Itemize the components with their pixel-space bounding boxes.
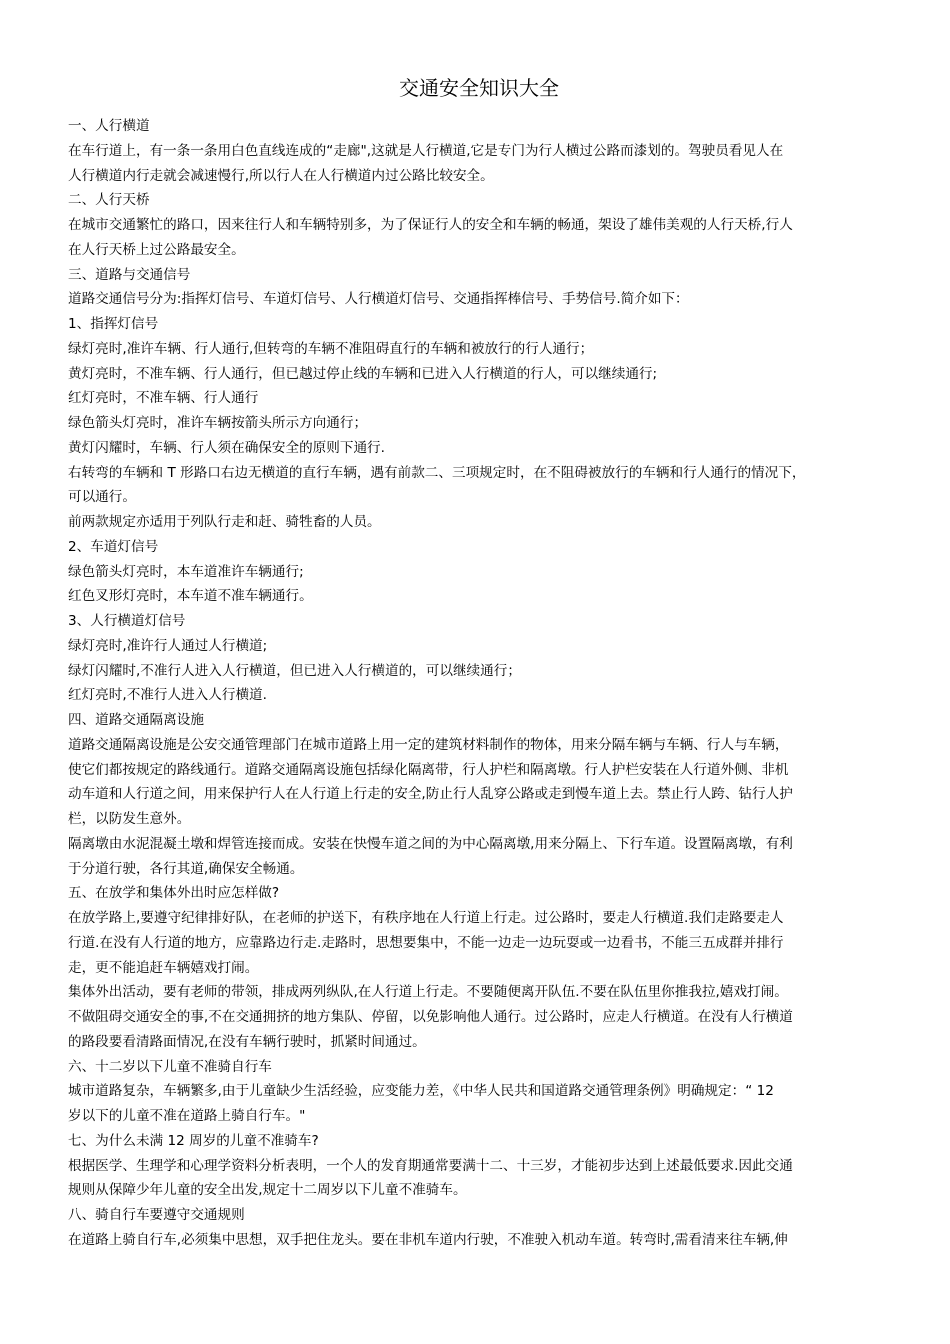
text-line: 三、道路与交通信号 [68, 266, 191, 283]
text-line: 人行横道内行走就会减速慢行,所以行人在人行横道内过公路比较安全。 [68, 167, 494, 184]
text-line: 于分道行驶，各行其道,确保安全畅通。 [68, 860, 304, 877]
text-line: 在人行天桥上过公路最安全。 [68, 241, 245, 258]
document-title: 交通安全知识大全 [399, 76, 559, 100]
text-line: 绿灯亮时,准许行人通过人行横道; [68, 637, 268, 654]
text-line: 在车行道上，有一条一条用白色直线连成的“走廊",这就是人行横道,它是专门为行人横过公路而漆划的。驾驶员看见人在 [68, 142, 784, 159]
text-line: 红灯亮时，不准车辆、行人通行 [68, 390, 259, 407]
text-line: 前两款规定亦适用于列队行走和赶、骑牲畜的人员。 [68, 514, 381, 530]
text-line: 四、道路交通隔离设施 [68, 712, 204, 728]
text-line: 可以通行。 [68, 489, 136, 506]
text-line: 使它们都按规定的路线通行。道路交通隔离设施包括绿化隔离带，行人护栏和隔离墩。行人护栏安装在人行道外侧、非机 [68, 761, 789, 778]
text-line: 一、人行横道 [68, 118, 150, 134]
document-body [68, 114, 890, 1253]
text-line: 右转弯的车辆和 T 形路口右边无横道的直行车辆，遇有前款二、三项规定时，在不阻碍被放行的车辆和行人通行的情况下， [68, 464, 806, 481]
text-line: 绿灯亮时,准许车辆、行人通行,但转弯的车辆不准阻碍直行的车辆和被放行的行人通行； [68, 340, 594, 357]
text-line: 红灯亮时,不准行人进入人行横道. [68, 687, 267, 704]
text-line: 二、人行天桥 [68, 192, 150, 209]
text-line: 红色叉形灯亮时，本车道不准车辆通行。 [68, 588, 313, 605]
text-line: 1、指挥灯信号 [68, 316, 159, 332]
text-line: 道路交通信号分为:指挥灯信号、车道灯信号、人行横道灯信号、交通指挥棒信号、手势信号.简介如下： [68, 291, 689, 308]
text-line: 绿灯闪耀时,不准行人进入人行横道，但已进入人行横道的，可以继续通行； [68, 662, 521, 679]
text-line: 六、十二岁以下儿童不准骑自行车 [68, 1058, 272, 1075]
text-line: 2、车道灯信号 [68, 538, 159, 555]
text-line: 道路交通隔离设施是公安交通管理部门在城市道路上用一定的建筑材料制作的物体，用来分隔车辆与车辆、行人与车辆， [68, 736, 789, 753]
text-line: 黄灯闪耀时，车辆、行人须在确保安全的原则下通行. [68, 439, 385, 456]
text-line: 在放学路上,要遵守纪律排好队，在老师的护送下，有秩序地在人行道上行走。过公路时，要走人行横道.我们走路要走人 [68, 910, 784, 926]
text-line: 不做阻碍交通安全的事,不在交通拥挤的地方集队、停留，以免影响他人通行。过公路时，应走人行横道。在没有人行横道 [68, 1009, 793, 1025]
text-line: 在道路上骑自行车,必须集中思想，双手把住龙头。要在非机车道内行驶，不准驶入机动车道。转弯时,需看清来往车辆,伸 [68, 1231, 788, 1248]
text-line: 根据医学、生理学和心理学资料分析表明，一个人的发育期通常要满十二、十三岁，才能初步达到上述最低要求.因此交通 [68, 1157, 793, 1174]
text-line: 栏，以防发生意外。 [68, 811, 191, 827]
text-line: 绿色箭头灯亮时，本车道准许车辆通行; [68, 563, 304, 580]
text-line: 走，更不能追赶车辆嬉戏打闹。 [68, 959, 259, 976]
text-line: 的路段要看清路面情况,在没有车辆行驶时，抓紧时间通过。 [68, 1033, 426, 1050]
text-line: 七、为什么未满 12 周岁的儿童不准骑车? [68, 1132, 319, 1149]
text-line: 行道.在没有人行道的地方，应靠路边行走.走路时，思想要集中，不能一边走一边玩耍或一边看书，不能三五成群并排行 [68, 934, 784, 951]
text-line: 规则从保障少年儿童的安全出发,规定十二周岁以下儿童不准骑车。 [68, 1182, 467, 1199]
text-line: 集体外出活动，要有老师的带领，排成两列纵队,在人行道上行走。不要随便离开队伍.不要在队伍里你推我拉,嬉戏打闹。 [68, 984, 788, 1001]
text-line: 城市道路复杂，车辆繁多,由于儿童缺少生活经验，应变能力差，《中华人民共和国道路交通管理条例》明确规定：“ 12 [68, 1083, 774, 1100]
text-line: 动车道和人行道之间，用来保护行人在人行道上行走的安全,防止行人乱穿公路或走到慢车道上去。禁止行人跨、钻行人护 [68, 786, 793, 803]
text-line: 3、人行横道灯信号 [68, 613, 186, 629]
text-line: 五、在放学和集体外出时应怎样做? [68, 885, 280, 902]
text-line: 八、骑自行车要遵守交通规则 [68, 1207, 245, 1223]
text-line: 绿色箭头灯亮时，准许车辆按箭头所示方向通行； [68, 415, 368, 431]
text-line: 岁以下的儿童不准在道路上骑自行车。" [68, 1108, 306, 1124]
text-line: 黄灯亮时，不准车辆、行人通行，但已越过停止线的车辆和已进入人行横道的行人，可以继续通行; [68, 365, 658, 382]
text-line: 隔离墩由水泥混凝土墩和焊管连接而成。安装在快慢车道之间的为中心隔离墩,用来分隔上、下行车道。设置隔离墩，有利 [68, 835, 793, 852]
text-line: 在城市交通繁忙的路口，因来往行人和车辆特别多，为了保证行人的安全和车辆的畅通，架设了雄伟美观的人行天桥,行人 [68, 217, 793, 233]
